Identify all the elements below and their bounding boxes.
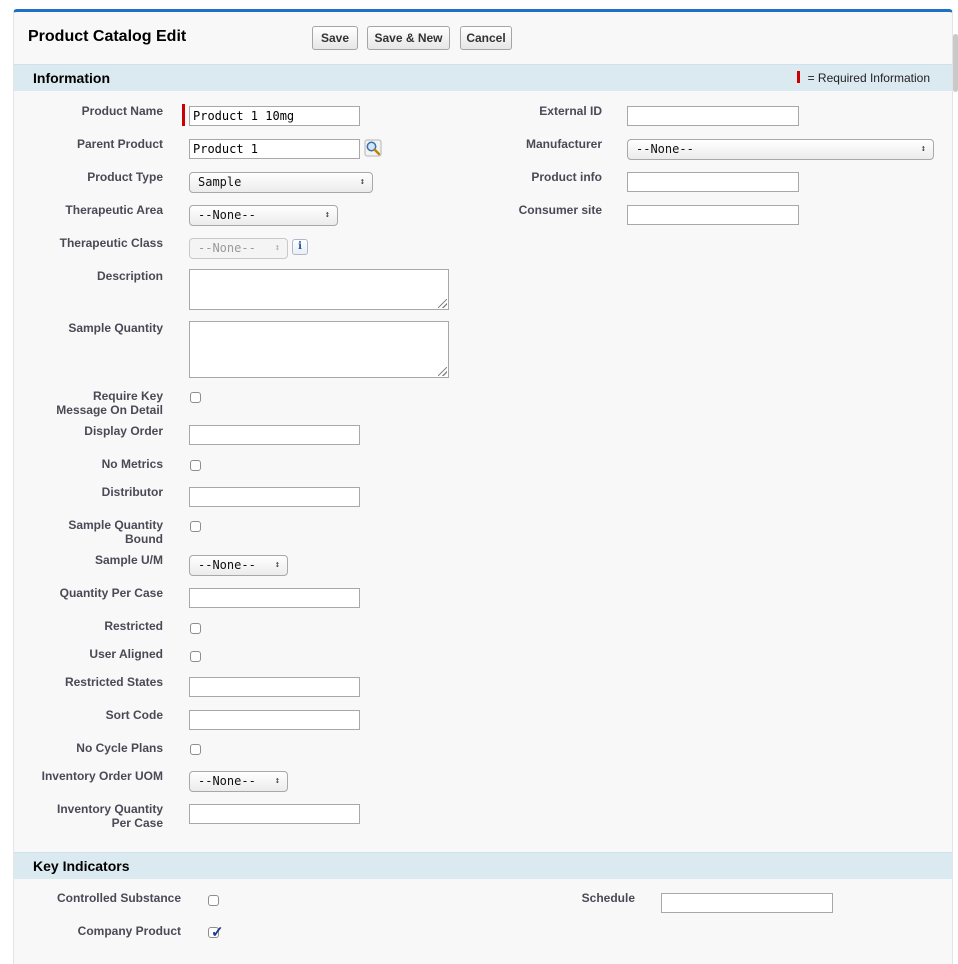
consumer-site-label: Consumer site xyxy=(518,203,602,217)
distributor-label: Distributor xyxy=(101,485,163,499)
sample-quantity-bound-label xyxy=(13,518,163,546)
product-type-select[interactable] xyxy=(189,172,373,193)
display-order-label: Display Order xyxy=(84,424,163,438)
sample-quantity-textarea[interactable] xyxy=(189,321,449,378)
restricted-label: Restricted xyxy=(104,619,163,633)
info-icon[interactable]: i xyxy=(292,239,308,255)
select-arrows-icon: ↕ xyxy=(274,560,280,570)
select-arrows-icon: ↕ xyxy=(324,210,330,220)
sample-um-label: Sample U/M xyxy=(94,553,163,567)
therapeutic-class-value: --None-- xyxy=(198,241,256,255)
sort-code-label: Sort Code xyxy=(105,708,163,722)
inventory-order-uom-select[interactable] xyxy=(189,771,288,792)
save-and-new-button[interactable]: Save & New xyxy=(367,26,450,50)
external-id-input[interactable] xyxy=(627,106,799,126)
label-line: Message On Detail xyxy=(56,403,163,417)
sample-um-select[interactable] xyxy=(189,555,288,576)
inventory-quantity-per-case-input[interactable] xyxy=(189,804,360,824)
inventory-quantity-per-case-label xyxy=(13,802,163,830)
manufacturer-select[interactable] xyxy=(627,139,934,160)
section-title-information: Information xyxy=(33,70,110,86)
no-metrics-checkbox[interactable] xyxy=(190,460,201,471)
parent-product-label: Parent Product xyxy=(76,137,163,151)
require-key-message-checkbox[interactable] xyxy=(190,392,201,403)
distributor-input[interactable] xyxy=(189,487,360,507)
required-indicator xyxy=(182,104,185,126)
sort-code-input[interactable] xyxy=(189,710,360,730)
required-legend-text: = Required Information xyxy=(807,71,930,85)
restricted-states-input[interactable] xyxy=(189,677,360,697)
description-label: Description xyxy=(96,269,163,283)
company-product-label: Company Product xyxy=(77,924,181,938)
manufacturer-value: --None-- xyxy=(636,142,694,156)
manufacturer-label: Manufacturer xyxy=(525,137,602,151)
label-line: Require Key xyxy=(92,389,163,403)
schedule-label: Schedule xyxy=(581,891,635,905)
information-section-header xyxy=(14,64,952,91)
controlled-substance-label: Controlled Substance xyxy=(56,891,181,905)
label-line: Per Case xyxy=(111,816,163,830)
select-arrows-icon: ↕ xyxy=(359,177,365,187)
restricted-states-label: Restricted States xyxy=(64,675,163,689)
description-textarea[interactable] xyxy=(189,269,449,310)
section-title-key-indicators: Key Indicators xyxy=(33,858,130,874)
resize-handle-icon[interactable] xyxy=(438,299,447,308)
lookup-magnifier-icon[interactable] xyxy=(364,139,382,157)
required-legend xyxy=(797,71,930,85)
no-cycle-plans-checkbox[interactable] xyxy=(190,744,201,755)
parent-product-input[interactable] xyxy=(189,139,360,159)
require-key-message-label xyxy=(13,389,163,417)
user-aligned-checkbox[interactable] xyxy=(190,651,201,662)
label-line: Bound xyxy=(125,532,163,546)
label-line: Sample Quantity xyxy=(68,518,163,532)
page-title: Product Catalog Edit xyxy=(28,28,187,45)
therapeutic-class-select xyxy=(189,238,288,259)
required-marker-icon xyxy=(797,71,800,83)
save-button[interactable]: Save xyxy=(312,26,358,50)
label-line: Inventory Quantity xyxy=(56,802,163,816)
inventory-order-uom-value: --None-- xyxy=(198,774,256,788)
checkmark-icon: ✓ xyxy=(211,924,224,941)
therapeutic-class-label: Therapeutic Class xyxy=(59,236,163,250)
product-name-input[interactable] xyxy=(189,106,360,126)
therapeutic-area-select[interactable] xyxy=(189,205,338,226)
resize-handle-icon[interactable] xyxy=(438,367,447,376)
controlled-substance-checkbox[interactable] xyxy=(208,895,219,906)
quantity-per-case-input[interactable] xyxy=(189,588,360,608)
quantity-per-case-label: Quantity Per Case xyxy=(59,586,163,600)
sample-quantity-label: Sample Quantity xyxy=(68,321,163,335)
scrollbar[interactable] xyxy=(953,34,958,92)
product-name-label: Product Name xyxy=(81,104,163,118)
key-indicators-section-header xyxy=(14,852,952,879)
inventory-order-uom-label: Inventory Order UOM xyxy=(41,769,163,783)
select-arrows-icon: ↕ xyxy=(274,776,280,786)
external-id-label: External ID xyxy=(539,104,602,118)
therapeutic-area-value: --None-- xyxy=(198,208,256,222)
no-metrics-label: No Metrics xyxy=(101,457,163,471)
display-order-input[interactable] xyxy=(189,425,360,445)
cancel-button[interactable]: Cancel xyxy=(460,26,512,50)
consumer-site-input[interactable] xyxy=(627,205,799,225)
product-type-value: Sample xyxy=(198,175,242,189)
select-arrows-icon: ↕ xyxy=(274,243,280,253)
company-product-checkbox[interactable] xyxy=(208,924,224,941)
therapeutic-area-label: Therapeutic Area xyxy=(65,203,163,217)
select-arrows-icon: ↕ xyxy=(920,144,926,154)
product-info-label: Product info xyxy=(531,170,602,184)
schedule-input[interactable] xyxy=(661,893,833,913)
restricted-checkbox[interactable] xyxy=(190,623,201,634)
user-aligned-label: User Aligned xyxy=(89,647,163,661)
no-cycle-plans-label: No Cycle Plans xyxy=(76,741,163,755)
sample-quantity-bound-checkbox[interactable] xyxy=(190,521,201,532)
product-info-input[interactable] xyxy=(627,172,799,192)
sample-um-value: --None-- xyxy=(198,558,256,572)
product-type-label: Product Type xyxy=(87,170,163,184)
